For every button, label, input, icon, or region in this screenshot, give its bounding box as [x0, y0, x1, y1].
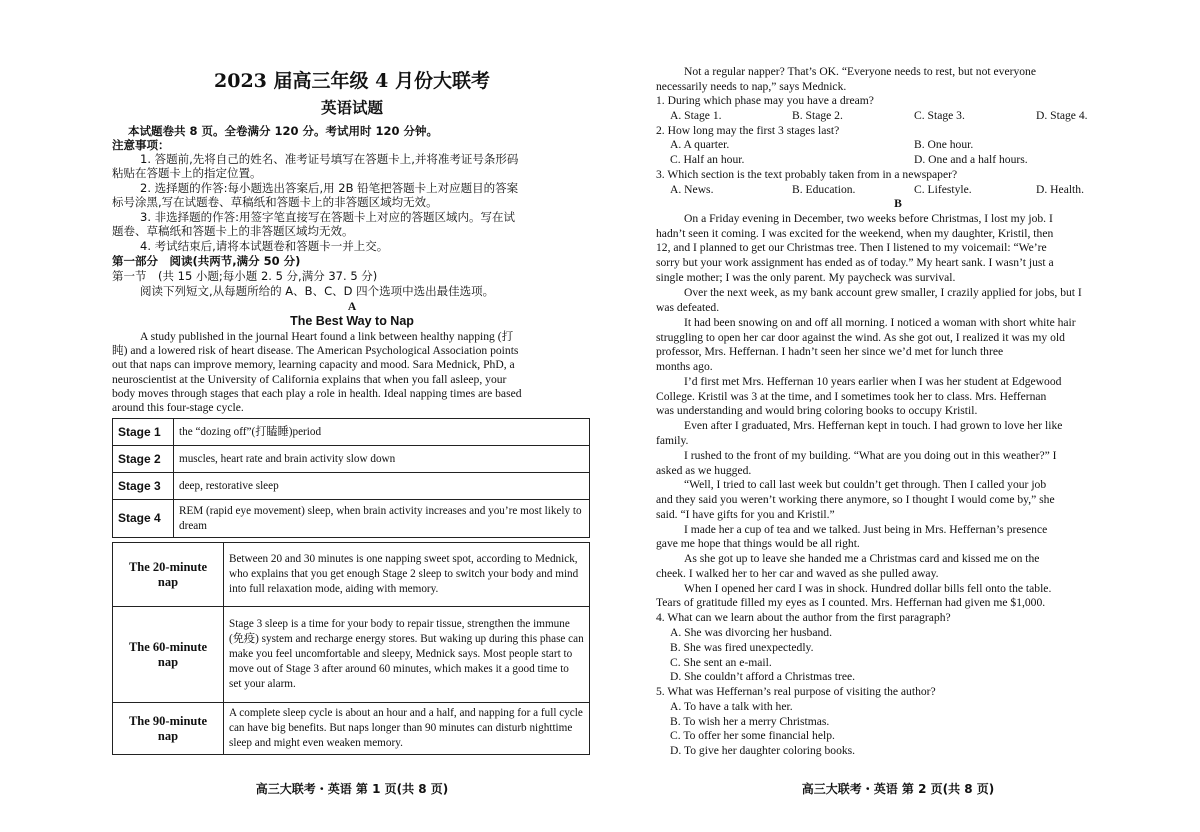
answer-option[interactable]: C. She sent an e-mail.: [670, 656, 772, 669]
nap-desc: Stage 3 sleep is a time for your body to repair tissue, strengthen the immune (免疫) system and recharge energy stores. But waking up during this phase can make you feel uncomfortable and sleepy, Mednick says. Most people start to move out of Stage 3 after around 60 minutes, which makes it a good time to set your alarm.: [224, 607, 590, 703]
passage-letter: A: [347, 300, 357, 313]
question-stem: 2. How long may the first 3 stages last?: [656, 124, 840, 137]
passage-line: and they said you weren’t working there anymore, so I thought I would come by,” she: [656, 493, 1055, 506]
passage-line: A study published in the journal Heart found a link between healthy napping (打: [140, 330, 514, 343]
instruction: 阅读下列短文,从每题所给的 A、B、C、D 四个选项中选出最佳选项。: [140, 284, 495, 298]
passage-line: was understanding and would bring coloring books to occupy Kristil.: [656, 404, 978, 417]
passage-line: out that naps can improve memory, learning capacity and mood. Sara Mednick, PhD, a: [112, 358, 515, 371]
answer-option[interactable]: A. To have a talk with her.: [670, 700, 793, 713]
answer-option[interactable]: B. To wish her a merry Christmas.: [670, 715, 830, 728]
answer-option[interactable]: C. Lifestyle.: [914, 183, 972, 196]
nap-label: The 60-minute nap: [113, 607, 224, 703]
nap-desc: Between 20 and 30 minutes is one napping sweet spot, according to Mednick, who explains that you get enough Stage 2 sleep to switch your body and mind into full relaxation mode, aiding with memory.: [224, 543, 590, 607]
exam-title: 2023 届高三年级 4 月份大联考: [214, 70, 490, 92]
passage-line: As she got up to leave she handed me a Christmas card and kissed me on the: [684, 552, 1040, 565]
passage-line: I rushed to the front of my building. “What are you doing out in this weather?” I: [684, 449, 1057, 462]
exam-subtitle: 英语试题: [320, 99, 383, 117]
answer-option[interactable]: A. Stage 1.: [670, 109, 722, 122]
answer-option[interactable]: D. To give her daughter coloring books.: [670, 744, 856, 757]
passage-line: College. Kristil was 3 at the time, and I sometimes took her to class. Mrs. Heffernan: [656, 390, 1047, 403]
passage-line: 12, and I planned to get our Christmas tree. Then I listened to my voicemail: “We’re: [656, 241, 1047, 254]
passage-line: “Well, I tried to call last week but couldn’t get through. Then I called your job: [684, 478, 1047, 491]
notice-line: 标号涂黑,写在试题卷、草稿纸和答题卡上的非答题区域均无效。: [112, 195, 438, 209]
page-footer: 高三大联考・英语 第 1 页(共 8 页): [255, 782, 449, 796]
answer-option[interactable]: C. To offer her some financial help.: [670, 729, 835, 742]
passage-line: months ago.: [656, 360, 713, 373]
passage-line: struggling to open her car door against the wind. As she got out, I realized it was my old: [656, 331, 1065, 344]
answer-option[interactable]: A. She was divorcing her husband.: [670, 626, 832, 639]
passage-line: family.: [656, 434, 689, 447]
question-stem: 5. What was Heffernan’s real purpose of visiting the author?: [656, 685, 936, 698]
notice-line: 1. 答题前,先将自己的姓名、准考证号填写在答题卡上,并将准考证号条形码: [140, 152, 519, 166]
notice-line: 题卷、草稿纸和答题卡上的非答题区域均无效。: [112, 224, 354, 238]
stages-table: [112, 418, 590, 538]
answer-option[interactable]: A. A quarter.: [670, 138, 730, 151]
passage-line: professor, Mrs. Heffernan. I hadn’t seen her since we’d met for lunch three: [656, 345, 1004, 358]
exam-info: 本试题卷共 8 页。全卷满分 120 分。考试用时 120 分钟。: [128, 124, 439, 138]
passage-line: body moves through stages that each play a role in health. Ideal napping times are based: [112, 387, 522, 400]
passage-line: When I opened her card I was in shock. Hundred dollar bills fell onto the table.: [684, 582, 1052, 595]
question-stem: 1. During which phase may you have a dream?: [656, 94, 874, 107]
answer-option[interactable]: D. One and a half hours.: [914, 153, 1028, 166]
notice-line: 3. 非选择题的作答:用签字笔直接写在答题卡上对应的答题区域内。写在试: [140, 210, 515, 224]
nap-label: The 20-minute nap: [113, 543, 224, 607]
answer-option[interactable]: D. Stage 4.: [1036, 109, 1088, 122]
passage-line: neuroscientist at the University of California explains that when you fall asleep, your: [112, 373, 507, 386]
notice-heading: 注意事项：: [112, 138, 170, 152]
nap-label: The 90-minute nap: [113, 703, 224, 755]
answer-option[interactable]: B. One hour.: [914, 138, 974, 151]
passage-line: asked as we hugged.: [656, 464, 752, 477]
passage-line: Tears of gratitude filled my eyes as I counted. Mrs. Heffernan had given me $1,000.: [656, 596, 1046, 609]
answer-option[interactable]: D. She couldn’t afford a Christmas tree.: [670, 670, 856, 683]
passage-line: Even after I graduated, Mrs. Heffernan kept in touch. I had grown to love her like: [684, 419, 1063, 432]
notice-line: 2. 选择题的作答:每小题选出答案后,用 2B 铅笔把答题卡上对应题目的答案: [140, 181, 519, 195]
nap-table: [112, 542, 590, 755]
answer-option[interactable]: B. She was fired unexpectedly.: [670, 641, 814, 654]
section-heading: 第一节 (共 15 小题;每小题 2. 5 分,满分 37. 5 分): [112, 269, 378, 283]
passage-line: hadn’t seen it coming. I was excited for the weekend, when my daughter, Kristil, then: [656, 227, 1054, 240]
question-stem: 4. What can we learn about the author from the first paragraph?: [656, 611, 951, 624]
passage-title: The Best Way to Nap: [290, 314, 414, 328]
passage-line: I made her a cup of tea and we talked. Just being in Mrs. Heffernan’s presence: [684, 523, 1048, 536]
passage-line: around this four-stage cycle.: [112, 401, 244, 414]
passage-line: cheek. I walked her to her car and waved as she pulled away.: [656, 567, 939, 580]
passage-line: single mother; I was the only parent. My paycheck was survival.: [656, 271, 956, 284]
answer-option[interactable]: C. Stage 3.: [914, 109, 965, 122]
passage-line: Over the next week, as my bank account grew smaller, I crazily applied for jobs, but I: [684, 286, 1082, 299]
page-footer: 高三大联考・英语 第 2 页(共 8 页): [801, 782, 995, 796]
passage-line: 盹) and a lowered risk of heart disease. The American Psychological Association points: [112, 344, 519, 357]
stage-desc: the “dozing off”(打瞌睡)period: [174, 419, 590, 446]
stage-label: Stage 2: [113, 446, 174, 473]
notice-line: 4. 考试结束后,请将本试题卷和答题卡一并上交。: [140, 239, 389, 253]
passage-line: necessarily needs to nap,” says Mednick.: [656, 80, 847, 93]
passage-line: gave me hope that things would be all right.: [656, 537, 860, 550]
answer-option[interactable]: C. Half an hour.: [670, 153, 745, 166]
passage-line: Not a regular napper? That’s OK. “Everyone needs to rest, but not everyone: [684, 65, 1036, 78]
part-heading: 第一部分 阅读(共两节,满分 50 分): [112, 254, 301, 268]
stage-label: Stage 4: [113, 500, 174, 538]
question-stem: 3. Which section is the text probably taken from in a newspaper?: [656, 168, 958, 181]
nap-desc: A complete sleep cycle is about an hour and a half, and napping for a full cycle can have big benefits. But naps longer than 90 minutes can disturb nighttime sleep and might even weaken memory.: [224, 703, 590, 755]
stage-desc: muscles, heart rate and brain activity slow down: [174, 446, 590, 473]
passage-line: On a Friday evening in December, two weeks before Christmas, I lost my job. I: [684, 212, 1053, 225]
answer-option[interactable]: B. Stage 2.: [792, 109, 843, 122]
answer-option[interactable]: D. Health.: [1036, 183, 1084, 196]
passage-line: I’d first met Mrs. Heffernan 10 years earlier when I was her student at Edgewood: [684, 375, 1062, 388]
passage-line: was defeated.: [656, 301, 720, 314]
passage-line: It had been snowing on and off all morning. I noticed a woman with short white hair: [684, 316, 1076, 329]
stage-desc: deep, restorative sleep: [174, 473, 590, 500]
answer-option[interactable]: A. News.: [670, 183, 714, 196]
passage-line: sorry but your work assignment has ended as of today.” My heart sank. I wasn’t just a: [656, 256, 1054, 269]
notice-line: 粘贴在答题卡上的指定位置。: [112, 166, 262, 180]
stage-label: Stage 3: [113, 473, 174, 500]
stage-label: Stage 1: [113, 419, 174, 446]
answer-option[interactable]: B. Education.: [792, 183, 856, 196]
passage-line: said. “I have gifts for you and Kristil.”: [656, 508, 835, 521]
passage-letter: B: [894, 197, 902, 210]
stage-desc: REM (rapid eye movement) sleep, when brain activity increases and you’re most likely to dream: [174, 500, 590, 538]
